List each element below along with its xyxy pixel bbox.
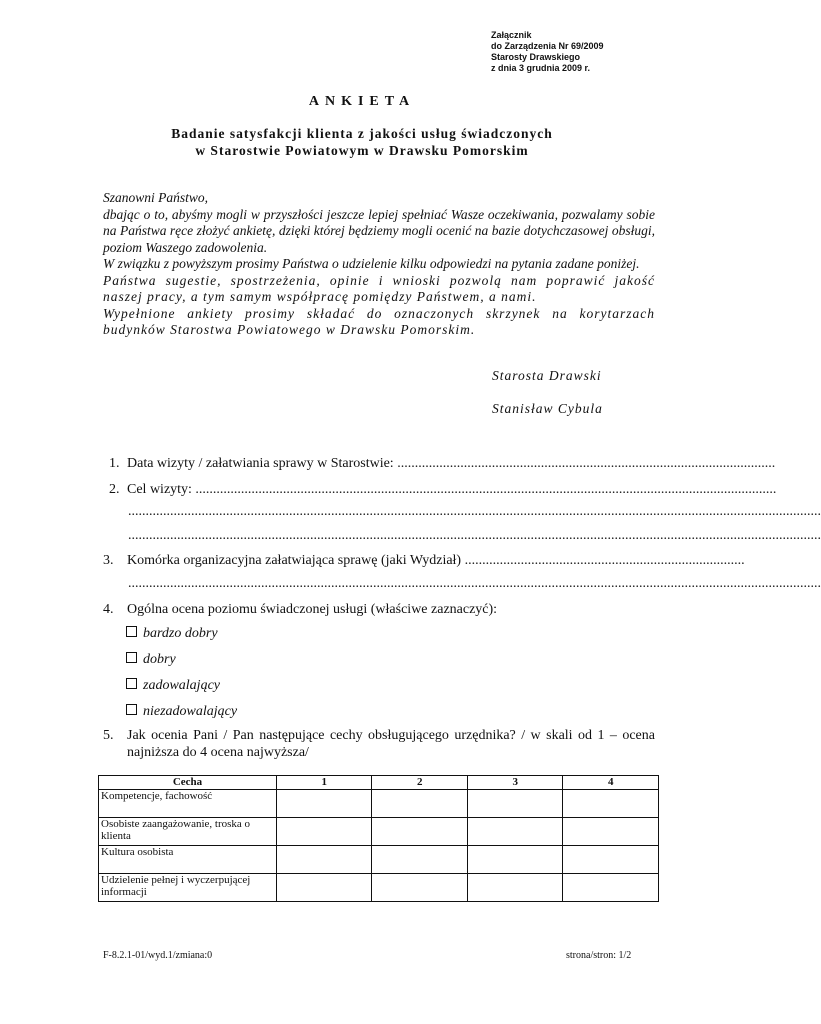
rating-cell[interactable]	[372, 818, 468, 846]
question-text: Jak ocenia Pani / Pan następujące cechy obsługującego urzędnika? / w skali od 1 – ocena najniższa do 4 ocena najwyższa/	[127, 728, 655, 760]
annex-note	[491, 30, 604, 74]
question-text: Ogólna ocena poziomu świadczonej usługi (właściwe zaznaczyć):	[127, 602, 498, 617]
question-number: 5.	[103, 728, 114, 743]
subtitle-line-1: Badanie satysfakcji klienta z jakości usług świadczonych	[171, 126, 553, 141]
answer-line[interactable]: ......................................................................................................................................................................................................	[128, 576, 821, 591]
rating-cell[interactable]	[372, 874, 468, 902]
row-label: Udzielenie pełnej i wyczerpującej informacji	[99, 874, 277, 902]
table-header-feature: Cecha	[99, 776, 277, 790]
document-subtitle	[0, 125, 724, 159]
question-text: Cel wizyty: ......................................................................................................................................................................	[127, 482, 777, 497]
table-header-row	[99, 776, 659, 790]
signature-name: Stanisław Cybula	[492, 401, 603, 416]
table-row	[99, 846, 659, 874]
document-title: ANKIETA	[308, 94, 416, 109]
rating-option-label: dobry	[143, 652, 176, 667]
rating-cell[interactable]	[563, 790, 659, 818]
rating-cell[interactable]	[276, 790, 372, 818]
rating-cell[interactable]	[372, 790, 468, 818]
letter-paragraph-1: dbając o to, abyśmy mogli w przyszłości jeszcze lepiej spełniać Wasze oczekiwania, pozwalamy sobie na Państwa ręce złożyć ankietę, dzięki której będziemy mogli ocenić na bazie dotychczasowej obsługi, poziom Waszego zadowolenia.	[103, 206, 655, 255]
table-row	[99, 818, 659, 846]
question-number: 4.	[103, 602, 114, 617]
annex-line: Starosty Drawskiego	[491, 52, 581, 62]
rating-cell[interactable]	[467, 790, 563, 818]
question-text: Komórka organizacyjna załatwiająca sprawę (jaki Wydział) ................................................................................	[127, 553, 745, 568]
rating-option-good[interactable]	[126, 652, 176, 668]
rating-cell[interactable]	[276, 846, 372, 874]
rating-cell[interactable]	[467, 874, 563, 902]
rating-cell[interactable]	[467, 846, 563, 874]
rating-option-label: bardzo dobry	[143, 626, 218, 641]
answer-line[interactable]: ......................................................................................................................................................................................................	[128, 528, 821, 543]
annex-line: Załącznik	[491, 30, 532, 40]
rating-cell[interactable]	[563, 874, 659, 902]
table-header-score-4: 4	[563, 776, 659, 790]
rating-cell[interactable]	[563, 818, 659, 846]
rating-option-satisfactory[interactable]	[126, 678, 220, 694]
signature-title: Starosta Drawski	[492, 368, 602, 383]
rating-cell[interactable]	[563, 846, 659, 874]
rating-option-label: niezadowalający	[143, 704, 238, 719]
rating-cell[interactable]	[276, 874, 372, 902]
table-header-score-2: 2	[372, 776, 468, 790]
footer-page-count: strona/stron: 1/2	[566, 950, 632, 961]
question-text: Data wizyty / załatwiania sprawy w Starostwie: ............................................................................................................	[127, 456, 776, 471]
letter-paragraph-4: Wypełnione ankiety prosimy składać do oznaczonych skrzynek na korytarzach budynków Starostwa Powiatowego w Drawsku Pomorskim.	[103, 305, 655, 337]
question-number: 3.	[103, 553, 114, 568]
table-header-score-1: 1	[276, 776, 372, 790]
row-label: Osobiste zaangażowanie, troska o klienta	[99, 818, 277, 846]
row-label: Kompetencje, fachowość	[99, 790, 277, 818]
letter-greeting: Szanowni Państwo,	[103, 190, 209, 205]
question-5	[103, 727, 655, 761]
footer-form-code: F-8.2.1-01/wyd.1/zmiana:0	[103, 950, 213, 961]
question-number: 1.	[109, 456, 120, 471]
question-number: 2.	[109, 482, 120, 497]
checkbox-icon[interactable]	[126, 678, 137, 689]
letter-paragraph-3: Państwa sugestie, spostrzeżenia, opinie i wnioski pozwolą nam poprawić jakość naszej pracy, a tym samym współpracę pomiędzy Państwem, a nami.	[103, 272, 655, 304]
row-label: Kultura osobista	[99, 846, 277, 874]
annex-line: z dnia 3 grudnia 2009 r.	[491, 63, 591, 73]
table-row	[99, 874, 659, 902]
annex-line: do Zarządzenia Nr 69/2009	[491, 41, 604, 51]
subtitle-line-2: w Starostwie Powiatowym w Drawsku Pomorskim	[195, 143, 529, 158]
checkbox-icon[interactable]	[126, 704, 137, 715]
table-header-score-3: 3	[467, 776, 563, 790]
rating-cell[interactable]	[372, 846, 468, 874]
rating-cell[interactable]	[467, 818, 563, 846]
rating-option-label: zadowalający	[143, 678, 220, 693]
table-row	[99, 790, 659, 818]
letter-paragraph-2: W związku z powyższym prosimy Państwa o udzielenie kilku odpowiedzi na pytania zadane poniżej.	[103, 256, 640, 271]
rating-cell[interactable]	[276, 818, 372, 846]
checkbox-icon[interactable]	[126, 652, 137, 663]
rating-option-unsatisfactory[interactable]	[126, 704, 237, 720]
intro-letter	[103, 190, 655, 339]
checkbox-icon[interactable]	[126, 626, 137, 637]
rating-option-very-good[interactable]	[126, 626, 218, 642]
rating-table	[98, 775, 659, 902]
answer-line[interactable]: ......................................................................................................................................................................................................	[128, 504, 821, 519]
